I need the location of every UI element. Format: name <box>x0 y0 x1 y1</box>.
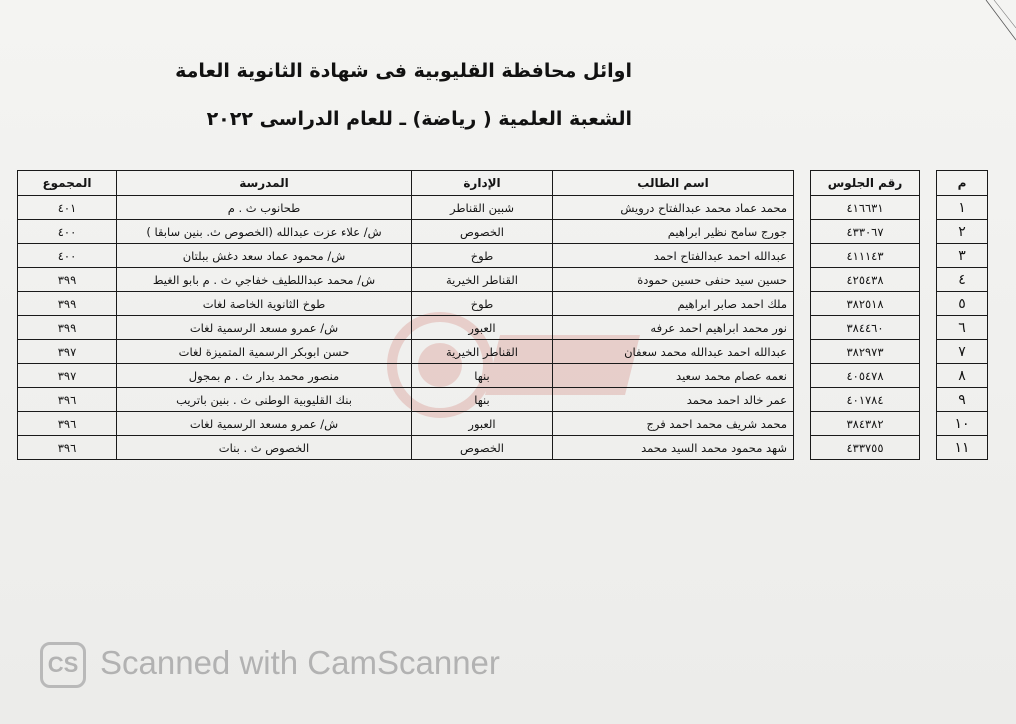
cell-seat: ٤٣٣٠٦٧ <box>811 220 920 244</box>
cell-name: عبدالله احمد عبدالله محمد سعفان <box>553 340 794 364</box>
cell-name: جورج سامح نظير ابراهيم <box>553 220 794 244</box>
cell-num: ٣ <box>937 244 988 268</box>
cell-admin: طوخ <box>412 244 553 268</box>
header-total: المجموع <box>18 171 117 196</box>
column-gap <box>920 244 937 268</box>
cell-school: ش/ محمود عماد سعد دغش ببلتان <box>117 244 412 268</box>
cell-total: ٣٩٩ <box>18 292 117 316</box>
cell-total: ٣٩٦ <box>18 412 117 436</box>
cell-num: ١ <box>937 196 988 220</box>
column-gap <box>794 388 811 412</box>
cell-admin: الخصوص <box>412 436 553 460</box>
column-gap <box>794 220 811 244</box>
column-gap <box>920 436 937 460</box>
results-table <box>17 170 988 460</box>
cell-admin: العبور <box>412 412 553 436</box>
column-gap <box>920 388 937 412</box>
column-gap <box>920 316 937 340</box>
cell-admin: القناطر الخيرية <box>412 340 553 364</box>
table-row <box>18 388 988 412</box>
cell-num: ٥ <box>937 292 988 316</box>
column-gap <box>920 171 937 196</box>
cell-name: عبدالله احمد عبدالفتاح احمد <box>553 244 794 268</box>
cell-school: حسن ابوبكر الرسمية المتميزة لغات <box>117 340 412 364</box>
column-gap <box>794 364 811 388</box>
cell-num: ١١ <box>937 436 988 460</box>
cell-total: ٣٩٦ <box>18 436 117 460</box>
column-gap <box>920 220 937 244</box>
cell-school: ش/ عمرو مسعد الرسمية لغات <box>117 412 412 436</box>
cell-school: ش/ محمد عبداللطيف خفاجي ث . م بابو الغيط <box>117 268 412 292</box>
cell-school: ش/ علاء عزت عبدالله (الخصوص ث. بنين سابقا ) <box>117 220 412 244</box>
cell-school: طحانوب ث . م <box>117 196 412 220</box>
cell-seat: ٤١١١٤٣ <box>811 244 920 268</box>
cell-admin: العبور <box>412 316 553 340</box>
cell-num: ٢ <box>937 220 988 244</box>
document-title: اوائل محافظة القليوبية فى شهادة الثانوية العامة <box>175 60 632 82</box>
cell-name: ملك احمد صابر ابراهيم <box>553 292 794 316</box>
cell-name: نور محمد ابراهيم احمد عرفه <box>553 316 794 340</box>
cell-name: نعمه عصام محمد سعيد <box>553 364 794 388</box>
cell-total: ٣٩٧ <box>18 364 117 388</box>
cell-num: ٧ <box>937 340 988 364</box>
table-row <box>18 292 988 316</box>
cell-admin: طوخ <box>412 292 553 316</box>
header-seat: رقم الجلوس <box>811 171 920 196</box>
column-gap <box>794 244 811 268</box>
table-header-row <box>18 171 988 196</box>
table-row <box>18 436 988 460</box>
cell-name: محمد شريف محمد احمد فرج <box>553 412 794 436</box>
cell-num: ٩ <box>937 388 988 412</box>
cell-admin: الخصوص <box>412 220 553 244</box>
cell-seat: ٤٠٥٤٧٨ <box>811 364 920 388</box>
cell-total: ٣٩٩ <box>18 316 117 340</box>
cell-school: بنك القليوبية الوطنى ث . بنين باتريب <box>117 388 412 412</box>
cell-total: ٣٩٦ <box>18 388 117 412</box>
camscanner-logo: CS <box>40 642 86 688</box>
cell-total: ٤٠١ <box>18 196 117 220</box>
cell-num: ٤ <box>937 268 988 292</box>
cell-num: ١٠ <box>937 412 988 436</box>
cell-name: محمد عماد محمد عبدالفتاح درويش <box>553 196 794 220</box>
document-subtitle: الشعبة العلمية ( رياضة) ـ للعام الدراسى ٢٠٢٢ <box>206 108 632 130</box>
paper-edge-marks <box>936 0 1016 60</box>
cell-total: ٣٩٧ <box>18 340 117 364</box>
column-gap <box>794 316 811 340</box>
cell-seat: ٤٣٣٧٥٥ <box>811 436 920 460</box>
column-gap <box>794 171 811 196</box>
header-admin: الإدارة <box>412 171 553 196</box>
header-name: اسم الطالب <box>553 171 794 196</box>
cell-school: الخصوص ث . بنات <box>117 436 412 460</box>
cell-admin: القناطر الخيرية <box>412 268 553 292</box>
cell-num: ٦ <box>937 316 988 340</box>
column-gap <box>920 196 937 220</box>
table-row <box>18 196 988 220</box>
column-gap <box>920 340 937 364</box>
column-gap <box>794 436 811 460</box>
column-gap <box>794 292 811 316</box>
column-gap <box>794 268 811 292</box>
cell-total: ٤٠٠ <box>18 220 117 244</box>
table-row <box>18 316 988 340</box>
header-school: المدرسة <box>117 171 412 196</box>
table-row <box>18 268 988 292</box>
cell-seat: ٣٨٢٩٧٣ <box>811 340 920 364</box>
cell-admin: بنها <box>412 388 553 412</box>
cell-school: ش/ عمرو مسعد الرسمية لغات <box>117 316 412 340</box>
column-gap <box>794 412 811 436</box>
cell-seat: ٤٢٥٤٣٨ <box>811 268 920 292</box>
cell-school: منصور محمد بدار ث . م بمجول <box>117 364 412 388</box>
cell-admin: شبين القناطر <box>412 196 553 220</box>
cell-school: طوخ الثانوية الخاصة لغات <box>117 292 412 316</box>
column-gap <box>794 340 811 364</box>
cell-name: عمر خالد احمد محمد <box>553 388 794 412</box>
cell-seat: ٣٨٤٣٨٢ <box>811 412 920 436</box>
column-gap <box>920 292 937 316</box>
table-row <box>18 412 988 436</box>
cell-num: ٨ <box>937 364 988 388</box>
table-row <box>18 364 988 388</box>
cell-seat: ٤١٦٦٣١ <box>811 196 920 220</box>
cell-name: شهد محمود محمد السيد محمد <box>553 436 794 460</box>
cell-seat: ٣٨٤٤٦٠ <box>811 316 920 340</box>
column-gap <box>794 196 811 220</box>
cell-name: حسين سيد حنفى حسين حمودة <box>553 268 794 292</box>
cell-admin: بنها <box>412 364 553 388</box>
column-gap <box>920 412 937 436</box>
column-gap <box>920 268 937 292</box>
header-num: م <box>937 171 988 196</box>
camscanner-label: Scanned with CamScanner <box>100 644 500 681</box>
table-row <box>18 244 988 268</box>
table-row <box>18 220 988 244</box>
cell-seat: ٣٨٢٥١٨ <box>811 292 920 316</box>
cell-seat: ٤٠١٧٨٤ <box>811 388 920 412</box>
column-gap <box>920 364 937 388</box>
cell-total: ٤٠٠ <box>18 244 117 268</box>
cell-total: ٣٩٩ <box>18 268 117 292</box>
table-row <box>18 340 988 364</box>
